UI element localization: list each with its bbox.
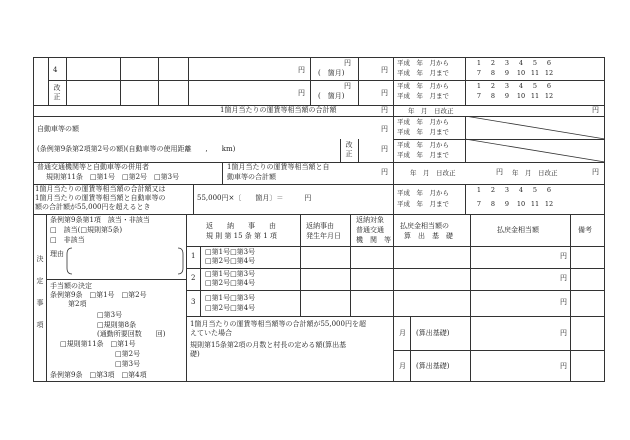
divider: [470, 214, 471, 382]
header-target: 普通交通: [356, 226, 384, 234]
commute-days: (通勤所要回数 回): [97, 330, 166, 338]
reason-options[interactable]: □第2号□第4号: [205, 279, 256, 287]
divider: [66, 57, 67, 105]
header-basis: 算 出 基 礎: [404, 232, 453, 240]
divider: [186, 316, 605, 317]
reason-label: 理由: [50, 250, 64, 258]
divider: [465, 57, 466, 105]
art9-options[interactable]: 条例第9条 □第1号 □第2号: [50, 291, 147, 299]
rule8-checkbox[interactable]: □規則第8条: [97, 321, 137, 329]
over-limit-label: 1箇月当たりの運賃等相当額の合計額又は: [35, 185, 166, 193]
yen-unit: 円: [560, 298, 567, 306]
reason-options[interactable]: □第2号□第4号: [205, 304, 256, 312]
yen-unit: 円: [560, 362, 567, 370]
over-limit-note: 1箇月当たりの運賃等相当額等の合計額が55,000円を超: [190, 320, 366, 328]
divider: [393, 105, 394, 116]
period-from: 平成 年 月から: [397, 59, 449, 67]
divider: [350, 214, 351, 316]
divider: [410, 316, 411, 382]
divider: [48, 57, 49, 105]
over-limit-label: 1箇月当たりの運賃等相当額と自動車等の: [35, 194, 166, 202]
header-reason-rule: 規 則 第 15 条 第 1 項: [206, 232, 277, 240]
divider: [186, 268, 605, 269]
calc-basis: (算出基礎): [416, 329, 450, 337]
divider: [358, 57, 359, 105]
item3-checkbox[interactable]: □第3号: [97, 311, 123, 319]
divider: [222, 162, 223, 184]
header-target: 返納対象: [356, 216, 384, 224]
divider: [188, 57, 189, 105]
kaisei-label: 改 正: [345, 141, 353, 158]
months-grid: 7 8 9 10 11 12: [476, 69, 554, 77]
yen-unit: 円: [381, 89, 388, 97]
divider: [33, 214, 605, 215]
kagetsu-yen: 円: [344, 82, 351, 90]
header-date: 返納事由: [306, 222, 334, 230]
yen-unit: 円: [381, 168, 388, 176]
reason-options[interactable]: □第1号□第3号: [205, 248, 256, 256]
divider: [186, 290, 605, 291]
yen-unit: 円: [560, 329, 567, 337]
period-from: 平成 年 月から: [397, 118, 449, 126]
period-to: 平成 年 月まで: [397, 151, 449, 159]
divider: [393, 184, 394, 214]
monthly-total-label: 1箇月当たりの運賃等相当額の合計額: [220, 106, 337, 114]
divider: [465, 184, 466, 214]
yen-unit: 円: [592, 106, 599, 114]
divider: [193, 184, 194, 214]
combined-total-label: 動車等の合計額: [227, 173, 276, 181]
revision-date: 年 月 日改正: [410, 169, 456, 177]
over-limit-note: 礎): [190, 350, 200, 358]
over-limit-note: 規則第15条第2項の月数と村長の定める額(算出基: [190, 341, 347, 349]
months-grid: 1 2 3 4 5 6: [476, 186, 552, 194]
divider: [393, 214, 394, 382]
divider: [200, 246, 201, 316]
kaisei-label: 改 正: [53, 84, 61, 101]
calc-basis: (算出基礎): [416, 362, 450, 370]
period-to: 平成 年 月まで: [397, 69, 449, 77]
applicability-title: 条例第9条第1項 該当・非該当: [50, 216, 150, 224]
yen-unit: 円: [381, 145, 388, 153]
divider: [46, 279, 186, 280]
yen-unit: 円: [560, 274, 567, 282]
divider: [186, 214, 187, 382]
yen-unit: 円: [496, 168, 503, 176]
kagetsu-label: ( 箇月): [318, 92, 345, 100]
header-remarks: 備考: [578, 226, 592, 234]
divider: [340, 139, 341, 162]
row-number: 1: [191, 252, 196, 260]
reason-options[interactable]: □第2号□第4号: [205, 257, 256, 265]
header-date: 発生年月日: [306, 232, 341, 240]
yen-unit: 円: [298, 66, 305, 74]
yen-unit: 円: [381, 125, 388, 133]
reason-options[interactable]: □第1号□第3号: [205, 270, 256, 278]
months-grid: 7 8 9 10 11 12: [476, 92, 554, 100]
divider: [300, 214, 301, 316]
yen-unit: 円: [560, 252, 567, 260]
month-unit: 月: [399, 329, 406, 337]
car-formula: (条例第9条第2項第2号の額)(自動車等の使用距離 , km): [37, 145, 236, 153]
month-unit: 月: [399, 362, 406, 370]
rule11-item2[interactable]: □第2号: [115, 350, 141, 358]
row-number: 2: [191, 274, 196, 282]
limit-formula: 55,000円×〔 箇月〕＝ 円: [197, 194, 312, 202]
combined-user-rule: 規則第11条 □第1号 □第2号 □第3号: [46, 173, 180, 181]
divider: [158, 57, 159, 105]
divider: [393, 57, 394, 105]
header-target: 機 関 等: [356, 236, 391, 244]
months-grid: 1 2 3 4 5 6: [476, 82, 552, 90]
item2-label: 第2項: [68, 300, 87, 308]
yen-unit: 円: [298, 89, 305, 97]
over-limit-note: えていた場合: [190, 329, 232, 337]
yen-unit: 円: [592, 168, 599, 176]
art9-last-options[interactable]: 条例第9条 □第3項 □第4項: [50, 371, 147, 379]
period-to: 平成 年 月まで: [397, 128, 449, 136]
divider: [120, 57, 121, 105]
divider: [393, 350, 605, 351]
amount-decision-title: 手当額の決定: [50, 282, 92, 290]
reason-options[interactable]: □第1号□第3号: [205, 294, 256, 302]
header-reason: 返 納 事 由: [206, 222, 276, 230]
rule11-item3[interactable]: □第3号: [115, 360, 141, 368]
yen-unit: 円: [381, 106, 388, 114]
revision-date: 年 月 日改正: [512, 169, 558, 177]
rule11-checkbox[interactable]: □規則第11条 □第1号: [60, 340, 136, 348]
kagetsu-yen: 円: [344, 59, 351, 67]
revision-date: 年 月 日改正: [408, 107, 454, 115]
months-grid: 7 8 9 10 11 12: [476, 200, 554, 208]
row-number: 4: [53, 66, 58, 74]
divider: [393, 162, 394, 184]
header-basis: 払戻金相当額の: [400, 222, 449, 230]
divider: [46, 214, 47, 382]
combined-total-label: 1箇月当たりの運賃等相当額と自: [227, 163, 330, 171]
months-grid: 1 2 3 4 5 6: [476, 59, 552, 67]
period-from: 平成 年 月から: [397, 82, 449, 90]
over-limit-label: 額の合計額が55,000円を超えるとき: [35, 203, 151, 211]
car-amount-label: 自動車等の額: [37, 125, 79, 133]
divider: [570, 214, 571, 382]
period-from: 平成 年 月から: [397, 141, 449, 149]
diagonal-strike: [465, 116, 605, 162]
yen-unit: 円: [381, 66, 388, 74]
decision-vertical-label: 決 定 事 項: [36, 255, 44, 329]
divider: [310, 57, 311, 105]
period-to: 平成 年 月まで: [397, 200, 449, 208]
combined-user-label: 普通交通機関等と自動車等の併用者: [37, 163, 149, 171]
divider: [48, 80, 605, 81]
kagetsu-label: ( 箇月): [318, 69, 345, 77]
not-applicable-checkbox[interactable]: □ 非該当: [50, 236, 85, 244]
divider: [358, 139, 359, 162]
header-refund: 払戻金相当額: [497, 226, 539, 234]
divider: [186, 246, 605, 247]
applicable-checkbox[interactable]: □ 該当(□規則第5条): [50, 226, 123, 234]
row-number: 3: [191, 298, 196, 306]
reason-bracket[interactable]: [66, 246, 184, 276]
period-from: 平成 年 月から: [397, 189, 449, 197]
period-to: 平成 年 月まで: [397, 92, 449, 100]
